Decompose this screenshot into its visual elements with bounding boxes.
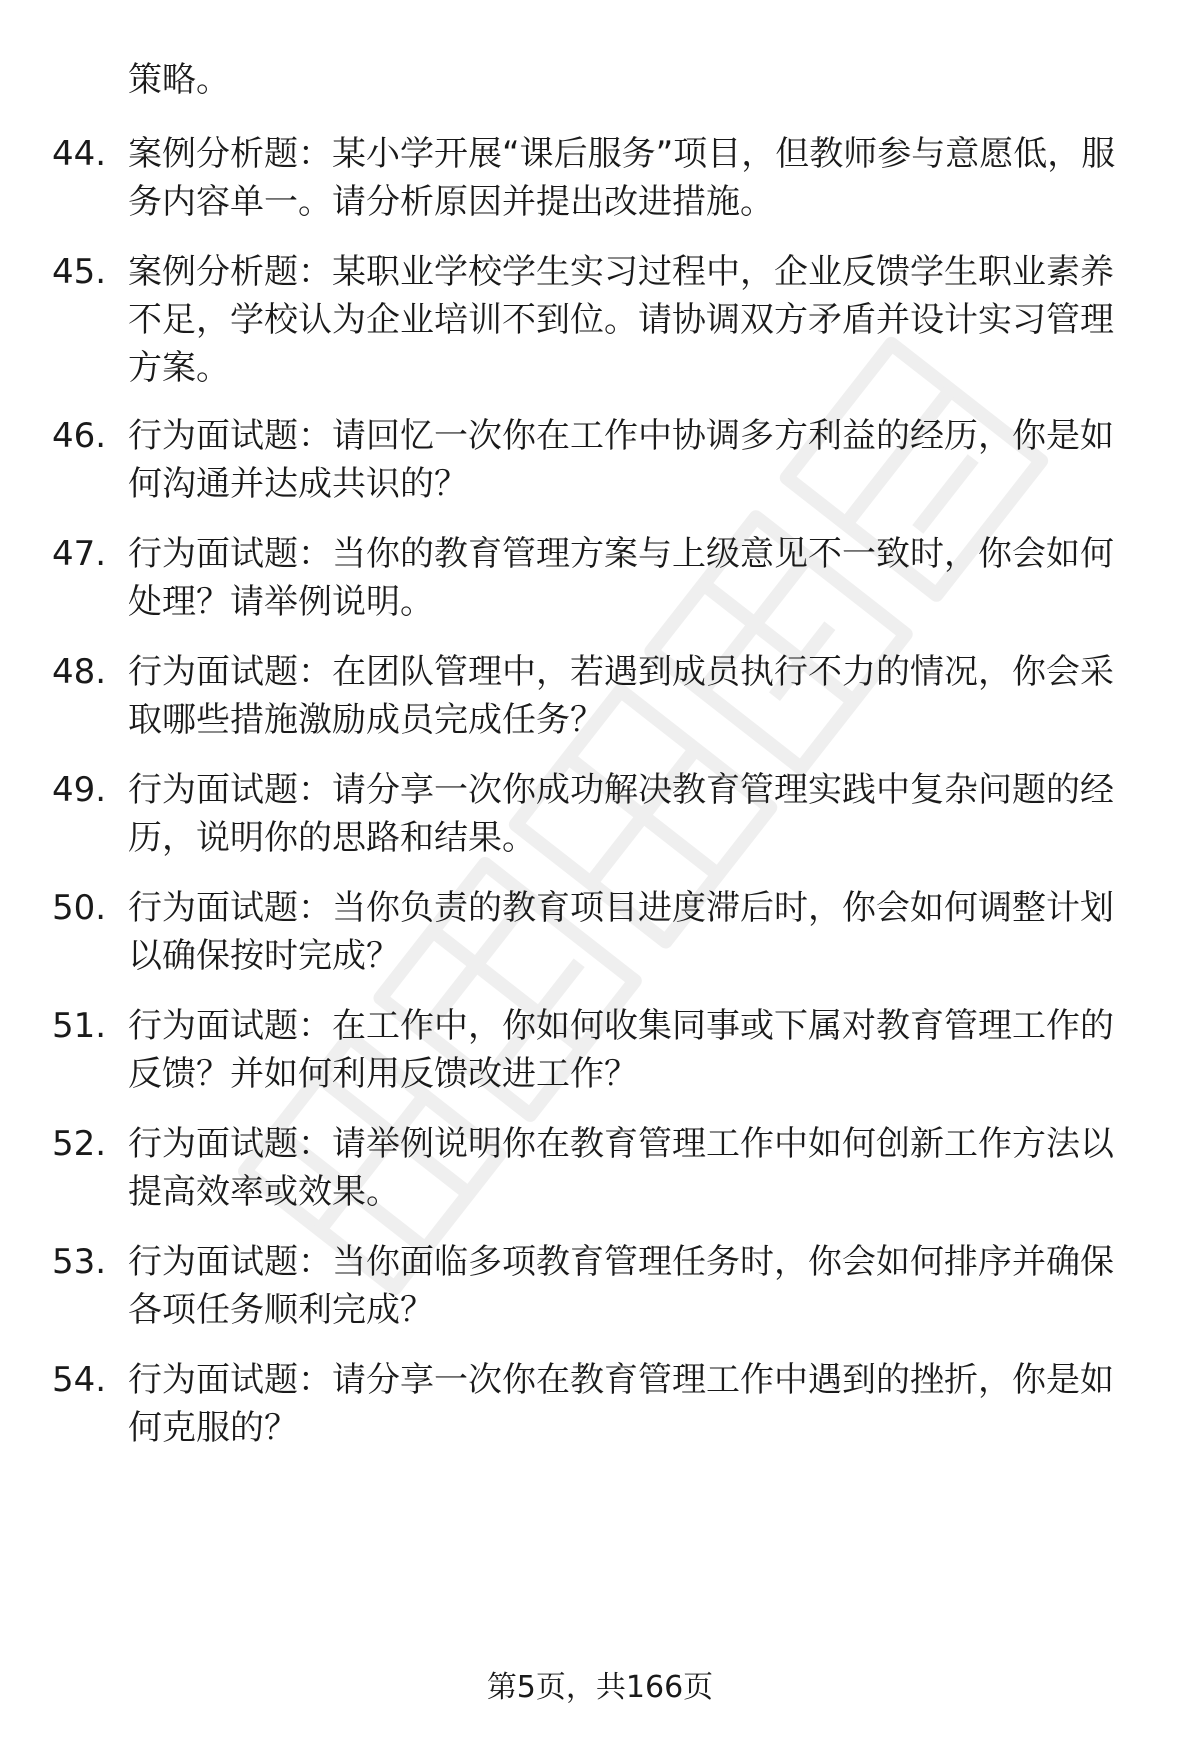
question-text: 行为面试题：在团队管理中，若遇到成员执行不力的情况，你会采取哪些措施激励成员完成任务？ bbox=[128, 652, 1114, 740]
question-number: 53. bbox=[52, 1242, 107, 1282]
question-text: 行为面试题：请分享一次你在教育管理工作中遇到的挫折，你是如何克服的？ bbox=[128, 1360, 1114, 1448]
question-number: 50. bbox=[52, 888, 107, 928]
continued-text: 策略。 bbox=[128, 60, 230, 100]
question-text: 行为面试题：当你面临多项教育管理任务时，你会如何排序并确保各项任务顺利完成？ bbox=[128, 1242, 1114, 1330]
question-text: 案例分析题：某小学开展“课后服务”项目，但教师参与意愿低，服务内容单一。请分析原因并提出改进措施。 bbox=[128, 134, 1116, 222]
question-text: 行为面试题：在工作中，你如何收集同事或下属对教育管理工作的反馈？并如何利用反馈改进工作？ bbox=[128, 1006, 1114, 1094]
question-number: 54. bbox=[52, 1360, 107, 1400]
page-footer: 第5页，共166页 bbox=[486, 1670, 714, 1705]
question-number: 46. bbox=[52, 416, 107, 456]
question-number: 48. bbox=[52, 652, 107, 692]
question-number: 52. bbox=[52, 1124, 107, 1164]
question-number: 44. bbox=[52, 134, 107, 174]
question-number: 45. bbox=[52, 252, 107, 292]
question-number: 47. bbox=[52, 534, 107, 574]
question-text: 行为面试题：当你的教育管理方案与上级意见不一致时，你会如何处理？请举例说明。 bbox=[128, 534, 1114, 622]
question-text: 行为面试题：请回忆一次你在工作中协调多方利益的经历，你是如何沟通并达成共识的？ bbox=[128, 416, 1114, 504]
question-text: 案例分析题：某职业学校学生实习过程中，企业反馈学生职业素养不足，学校认为企业培训不到位。请协调双方矛盾并设计实习管理方案。 bbox=[128, 252, 1114, 388]
question-text: 行为面试题：请分享一次你成功解决教育管理实践中复杂问题的经历，说明你的思路和结果。 bbox=[128, 770, 1114, 858]
question-number: 49. bbox=[52, 770, 107, 810]
question-text: 行为面试题：当你负责的教育项目进度滞后时，你会如何调整计划以确保按时完成？ bbox=[128, 888, 1114, 976]
question-text: 行为面试题：请举例说明你在教育管理工作中如何创新工作方法以提高效率或效果。 bbox=[128, 1124, 1114, 1212]
question-number: 51. bbox=[52, 1006, 107, 1046]
